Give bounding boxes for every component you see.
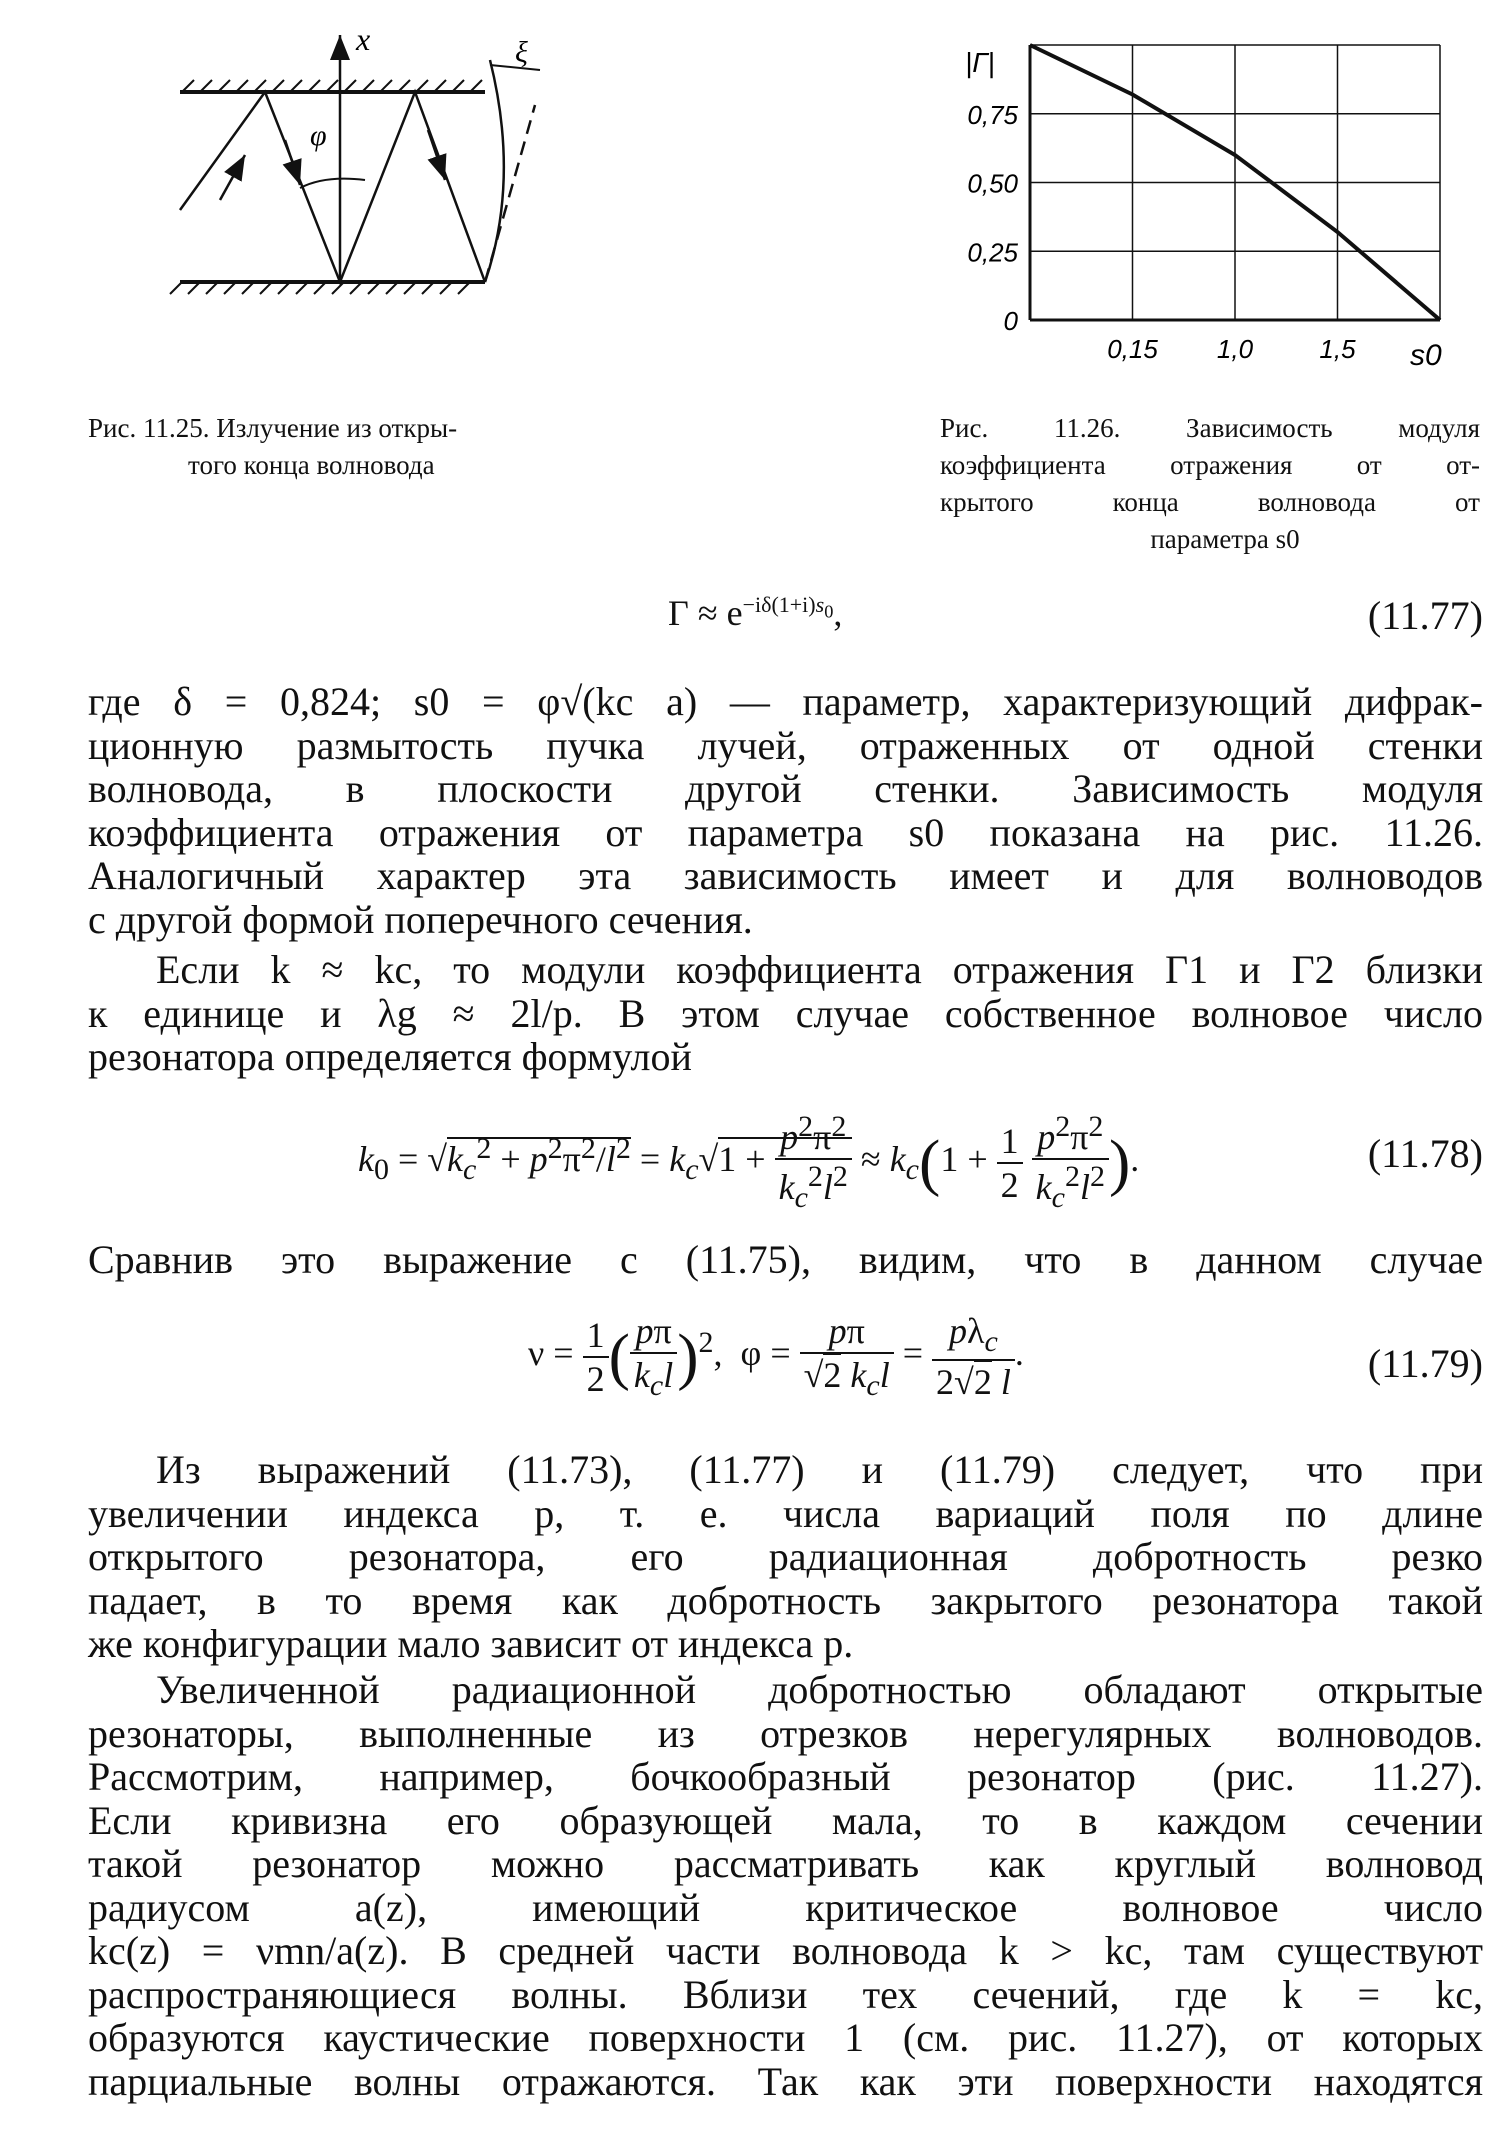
text-line: падает, в то время как добротность закрытого резонатора такой — [88, 1577, 1483, 1623]
text-line: Из выражений (11.73), (11.77) и (11.79) следует, что при — [156, 1447, 1483, 1492]
text-line: Увеличенной радиационной добротностью обладают открытые — [156, 1667, 1483, 1712]
chart-xlabel: s0 — [1410, 339, 1442, 372]
paragraph-3 — [88, 1238, 1483, 1282]
caption-right-last: параметра s0 — [1150, 524, 1300, 554]
text-line: Аналогичный характер эта зависимость имеет и для волноводов — [88, 853, 1483, 898]
text-line: резонаторы, выполненные из отрезков нерегулярных волноводов. — [88, 1710, 1483, 1756]
text-line: к единице и λg ≈ 2l/p. В этом случае собственное волновое число — [88, 990, 1483, 1036]
text-line: резонатора определяется формулой — [88, 1034, 692, 1079]
caption-left-line2: того конца волновода — [188, 450, 435, 480]
paragraph-4 — [88, 1448, 1483, 1666]
text-line: Если кривизна его образующей мала, то в каждом сечении — [88, 1797, 1483, 1843]
text-line: увеличении индекса p, т. е. числа вариаций поля по длине — [88, 1490, 1483, 1536]
equation-number: (11.78) — [1367, 1131, 1483, 1176]
equation-11-79 — [88, 1310, 1483, 1420]
reflection-chart — [940, 20, 1480, 390]
text-line: ционную размытость пучка лучей, отраженных от одной стенки — [88, 722, 1483, 768]
paragraph-2 — [88, 948, 1483, 1079]
figure-caption-left — [88, 410, 648, 484]
paragraph-5 — [88, 1668, 1483, 2103]
text-line: Сравнив это выражение с (11.75), видим, что в данном случае — [88, 1237, 1483, 1282]
text-line: распространяющиеся волны. Вблизи тех сечений, где k = kc, — [88, 1971, 1483, 2017]
text-line: kc(z) = νmn/a(z). В средней части волновода k > kc, там существуют — [88, 1928, 1483, 1973]
waveguide-diagram — [160, 20, 580, 360]
text-line: такой резонатор можно рассматривать как круглый волновод — [88, 1841, 1483, 1886]
equation-body: $Г \approx e^{-i\delta(1+i)s_0}$, — [668, 592, 843, 633]
chart-ylabel: |Г| — [965, 47, 995, 78]
paragraph-1 — [88, 680, 1483, 941]
equation-number: (11.79) — [1367, 1341, 1483, 1386]
text-line: коэффициента отражения от параметра s0 показана на рис. 11.26. — [88, 809, 1483, 855]
chart-y-tick-label: 0,75 — [967, 99, 1018, 130]
text-line: образуются каустические поверхности 1 (см. рис. 11.27), от которых — [88, 2015, 1483, 2060]
figure-caption-right — [940, 410, 1480, 558]
caption-right-line: коэффициента отражения от от- — [940, 450, 1480, 480]
text-line: Если k ≈ kc, то модули коэффициента отражения Г1 и Г2 близки — [156, 947, 1483, 992]
caption-right-line: крытого конца волновода от — [940, 487, 1480, 517]
text-line: волновода, в плоскости другой стенки. Зависимость модуля — [88, 766, 1483, 811]
chart-x-tick-label: 1,0 — [1216, 334, 1254, 364]
caption-left-line1: Рис. 11.25. Излучение из откры- — [88, 413, 458, 443]
equation-number: (11.77) — [1367, 593, 1483, 638]
chart-x-tick-label: 1,5 — [1319, 334, 1356, 364]
equation-11-77 — [88, 592, 1483, 642]
chart-y-tick-label: 0 — [1003, 306, 1018, 336]
chart-y-tick-label: 0,25 — [967, 237, 1018, 268]
equation-body: $k_0 = √k_c^2 + p^2\pi^2/l^2 = k_c√1$ + $\frac{p^2\pi^2}{k_c^2l^2}$ ≈ $k_c(1$ + $\frac{1}{2}$ $\frac{p^2\pi^2}{k_c^2l^2}$ ). — [358, 1110, 1140, 1215]
equation-body: ν = $\frac{1}{2}$ ( $\frac{p\pi}{k_cl}$ )$^2$, φ = $\frac{p\pi}{√2 k_cl}$ = $\frac{p\lambda_c}{2√2 l}$ . — [528, 1311, 1024, 1403]
text-line: же конфигурации мало зависит от индекса p. — [88, 1621, 854, 1666]
chart-y-tick-label: 0,50 — [967, 168, 1018, 199]
text-line: открытого резонатора, его радиационная добротность резко — [88, 1534, 1483, 1579]
shift-xi-label: ξ — [515, 36, 528, 69]
text-line: радиусом a(z), имеющий критическое волновое число — [88, 1884, 1483, 1930]
text-line: парциальные волны отражаются. Так как эти поверхности находятся — [88, 2058, 1483, 2104]
axis-x-label: x — [356, 21, 371, 57]
text-line: где δ = 0,824; s0 = φ√(kc a) — параметр, характеризующий дифрак- — [88, 679, 1483, 724]
equation-11-78 — [88, 1110, 1483, 1215]
caption-right-line: Рис. 11.26. Зависимость модуля — [940, 413, 1480, 443]
text-line: с другой формой поперечного сечения. — [88, 896, 753, 942]
text-line: Рассмотрим, например, бочкообразный резонатор (рис. 11.27). — [88, 1754, 1483, 1799]
chart-x-tick-label: 0,15 — [1107, 334, 1158, 364]
angle-phi-label: φ — [310, 119, 327, 152]
